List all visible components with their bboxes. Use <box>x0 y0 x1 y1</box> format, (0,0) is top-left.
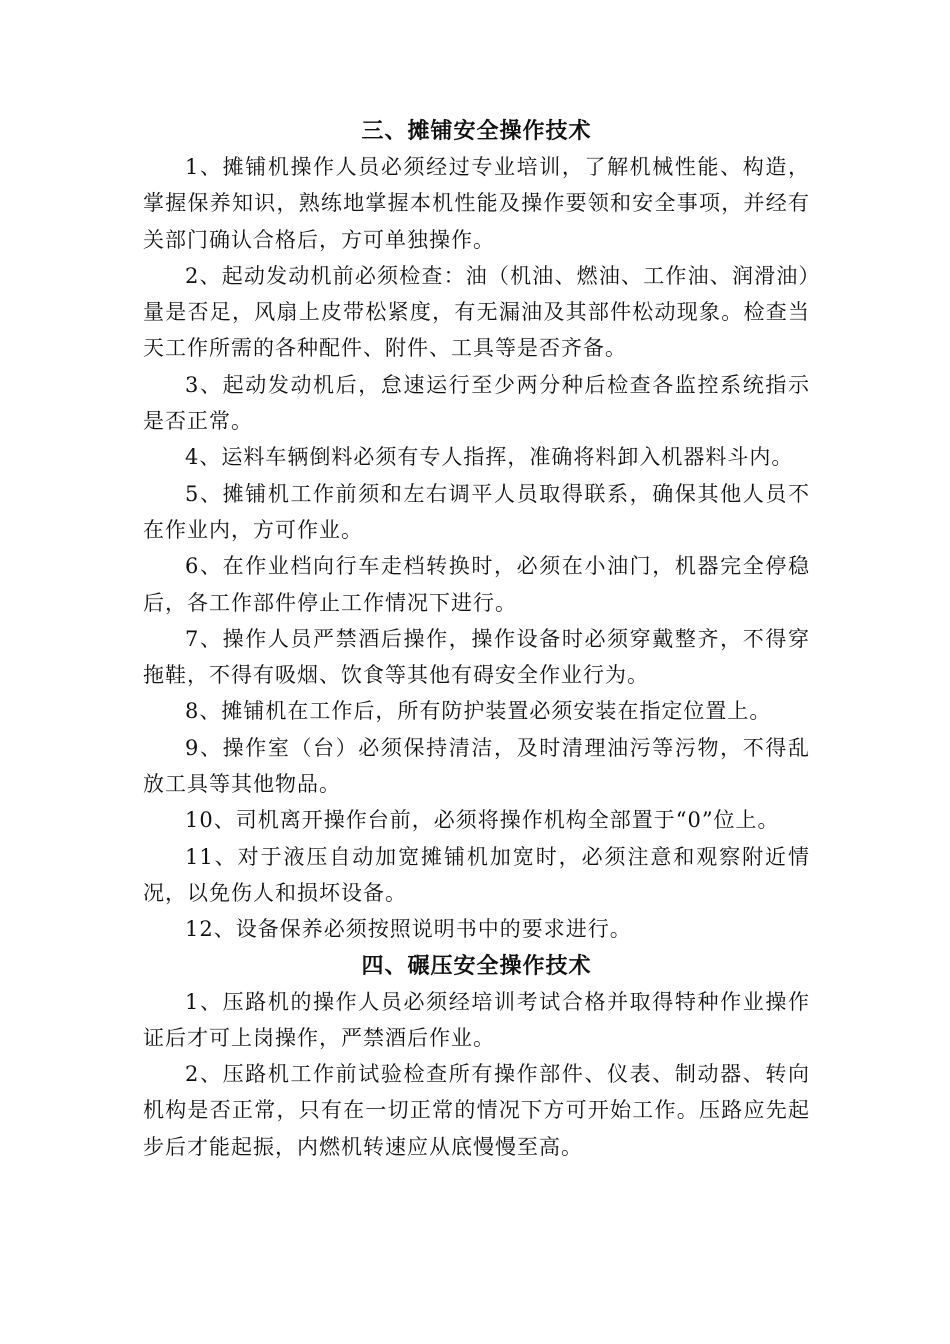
paragraph: 2、压路机工作前试验检查所有操作部件、仪表、制动器、转向机构是否正常，只有在一切正常的情况下方可开始工作。压路应先起步后才能起振，内燃机转速应从底慢慢至高。 <box>143 1062 810 1159</box>
paragraph: 1、摊铺机操作人员必须经过专业培训，了解机械性能、构造，掌握保养知识，熟练地掌握本机性能及操作要领和安全事项，并经有关部门确认合格后，方可单独操作。 <box>143 155 810 252</box>
paragraph: 12、设备保养必须按照说明书中的要求进行。 <box>185 917 632 942</box>
section-title-compaction: 四、碾压安全操作技术 <box>361 952 592 979</box>
paragraph: 11、对于液压自动加宽摊铺机加宽时，必须注意和观察附近情况，以免伤人和损坏设备。 <box>143 844 810 905</box>
section-title-paving: 三、摊铺安全操作技术 <box>361 118 592 144</box>
paragraph: 8、摊铺机在工作后，所有防护装置必须安装在指定位置上。 <box>185 699 772 724</box>
paragraph: 7、操作人员严禁酒后操作，操作设备时必须穿戴整齐，不得穿拖鞋，不得有吸烟、饮食等其他有碍安全作业行为。 <box>143 626 810 688</box>
paragraph: 2、起动发动机前必须检查：油（机油、燃油、工作油、润滑油）量是否足，风扇上皮带松紧度，有无漏油及其部件松动现象。检查当天工作所需的各种配件、附件、工具等是否齐备。 <box>143 263 810 361</box>
paragraph: 5、摊铺机工作前须和左右调平人员取得联系，确保其他人员不在作业内，方可作业。 <box>143 481 810 542</box>
paragraph: 4、运料车辆倒料必须有专人指挥，准确将料卸入机器料斗内。 <box>185 445 794 470</box>
paragraph: 10、司机离开操作台前，必须将操作机构全部置于“0”位上。 <box>185 808 780 833</box>
paragraph: 3、起动发动机后，怠速运行至少两分种后检查各监控系统指示是否正常。 <box>143 372 810 434</box>
paragraph: 9、操作室（台）必须保持清洁，及时清理油污等污物，不得乱放工具等其他物品。 <box>143 735 810 797</box>
paragraph: 6、在作业档向行车走档转换时，必须在小油门，机器完全停稳后，各工作部件停止工作情况下进行。 <box>143 554 810 615</box>
document-page <box>143 113 810 1165</box>
paragraph: 1、压路机的操作人员必须经培训考试合格并取得特种作业操作证后才可上岗操作，严禁酒后作业。 <box>143 989 810 1050</box>
